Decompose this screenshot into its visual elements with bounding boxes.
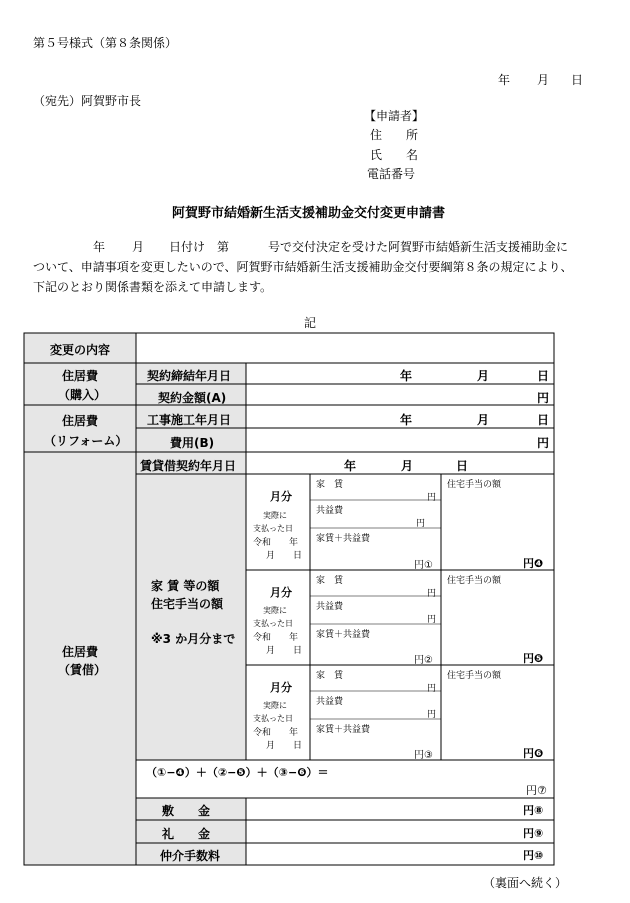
month1-rent-label: 家 賃 [316,480,344,490]
month2-paid-label-2: 支払った日 [253,619,293,628]
date-year-label: 年 [498,73,511,87]
intro-line1-rest: 号で交付決定を受けた阿賀野市結婚新生活支援補助金に [268,240,569,254]
intro-day-number: 日付け 第 [169,240,230,254]
intro-line2: ついて、申請事項を変更したいので、阿賀野市結婚新生活支援補助金交付要綱第８条の規定により、 [33,260,573,274]
month3-rent-label: 家 賃 [316,671,344,681]
formula-result-yen: 円⑦ [526,784,547,797]
month1-reiwa: 令和 年 [253,538,299,548]
month3-common-label: 共益費 [316,697,344,707]
month1-paid-label-1: 実際に [263,511,287,520]
month2-md: 月 日 [266,646,303,656]
month3-total-yen: 円③ [414,750,433,761]
month3-common-yen: 円 [427,710,437,720]
month1-common-yen: 円 [416,519,426,529]
month2-total-yen: 円② [414,655,433,666]
month1-paid-label-2: 支払った日 [253,524,293,533]
work-date-day: 日 [537,413,550,427]
contract-amount-yen: 円 [537,391,550,405]
deposit-yen: 円⑧ [523,804,544,817]
contract-date-year: 年 [400,369,413,383]
lease-date-year: 年 [344,459,357,473]
rent-block-label-3: ※3 か月分まで [151,632,236,646]
lease-date-month: 月 [401,459,414,473]
cost-label: 費用(B) [170,436,215,450]
month2-paid-label-1: 実際に [263,606,287,615]
brokerage-yen: 円⑩ [523,849,544,862]
month2-rent-yen: 円 [427,589,437,599]
month3-paid-label-2: 支払った日 [253,714,293,723]
intro-line3: 下記のとおり関係書類を添えて申請します。 [33,280,273,294]
housing-rent-label-2: （賃借） [58,663,107,677]
lease-date-label: 賃貸借契約年月日 [140,459,237,473]
month1-rent-yen: 円 [427,493,437,503]
housing-reform-label-2: （リフォーム） [44,434,128,448]
month2-rent-label: 家 賃 [316,576,344,586]
housing-purchase-label-2: （購入） [58,388,107,402]
month3-allowance-yen: 円❻ [523,747,544,760]
date-day-label: 日 [571,73,584,87]
deposit-label: 敷 金 [162,804,211,818]
month3-allowance-label: 住宅手当の額 [447,671,502,681]
month2-common-label: 共益費 [316,602,344,612]
housing-rent-label-1: 住居費 [62,645,99,659]
applicant-name-label: 氏 名 [370,148,419,162]
document-title: 阿賀野市結婚新生活支援補助金交付変更申請書 [172,206,446,221]
housing-purchase-label-1: 住居費 [62,369,99,383]
contract-date-day: 日 [537,369,550,383]
month1-common-label: 共益費 [316,506,344,516]
date-month-label: 月 [537,73,550,87]
key-money-yen: 円⑨ [523,827,544,840]
continued-note: （裏面へ続く） [483,876,568,890]
applicant-address-label: 住 所 [370,128,419,142]
month1-total-yen: 円① [414,560,433,571]
cost-yen: 円 [537,436,550,450]
addressee: （宛先）阿賀野市長 [33,94,142,108]
applicant-phone-label: 電話番号 [367,167,416,181]
month1-allowance-yen: 円❹ [523,557,544,570]
work-date-month: 月 [477,413,490,427]
month3-month-label: 月分 [270,681,292,694]
contract-amount-label: 契約金額(A) [158,391,227,405]
form-number: 第５号様式（第８条関係） [33,36,178,50]
month3-md: 月 日 [266,741,303,751]
subsidy-formula: （①−❹）＋（②−❺）＋（③−❻）＝ [146,766,329,779]
key-money-label: 礼 金 [162,827,211,841]
applicant-heading: 【申請者】 [364,109,425,123]
month3-paid-label-1: 実際に [263,701,287,710]
month2-common-yen: 円 [427,615,437,625]
lease-date-day: 日 [456,459,469,473]
month2-month-label: 月分 [270,586,292,599]
month2-rent-common-label: 家賃＋共益費 [316,630,371,640]
month1-month-label: 月分 [270,490,292,503]
month1-allowance-label: 住宅手当の額 [447,480,502,490]
brokerage-label: 仲介手数料 [160,849,221,863]
work-date-year: 年 [400,413,413,427]
rent-block-label-2: 住宅手当の額 [151,597,224,611]
month3-reiwa: 令和 年 [253,728,299,738]
month2-allowance-yen: 円❺ [523,652,544,665]
month2-reiwa: 令和 年 [253,633,299,643]
month1-rent-common-label: 家賃＋共益費 [316,534,371,544]
change-content-label: 変更の内容 [50,343,111,357]
housing-reform-label-1: 住居費 [62,414,99,428]
intro-year: 年 [93,240,106,254]
contract-date-label: 契約締結年月日 [147,369,232,383]
month2-allowance-label: 住宅手当の額 [447,576,502,586]
month3-rent-yen: 円 [427,684,437,694]
month1-md: 月 日 [266,551,303,561]
rent-block-label-1: 家 賃 等の額 [151,579,220,593]
contract-date-month: 月 [477,369,490,383]
month3-rent-common-label: 家賃＋共益費 [316,725,371,735]
ki-mark: 記 [304,316,317,330]
work-date-label: 工事施工年月日 [147,413,232,427]
intro-month: 月 [132,240,145,254]
